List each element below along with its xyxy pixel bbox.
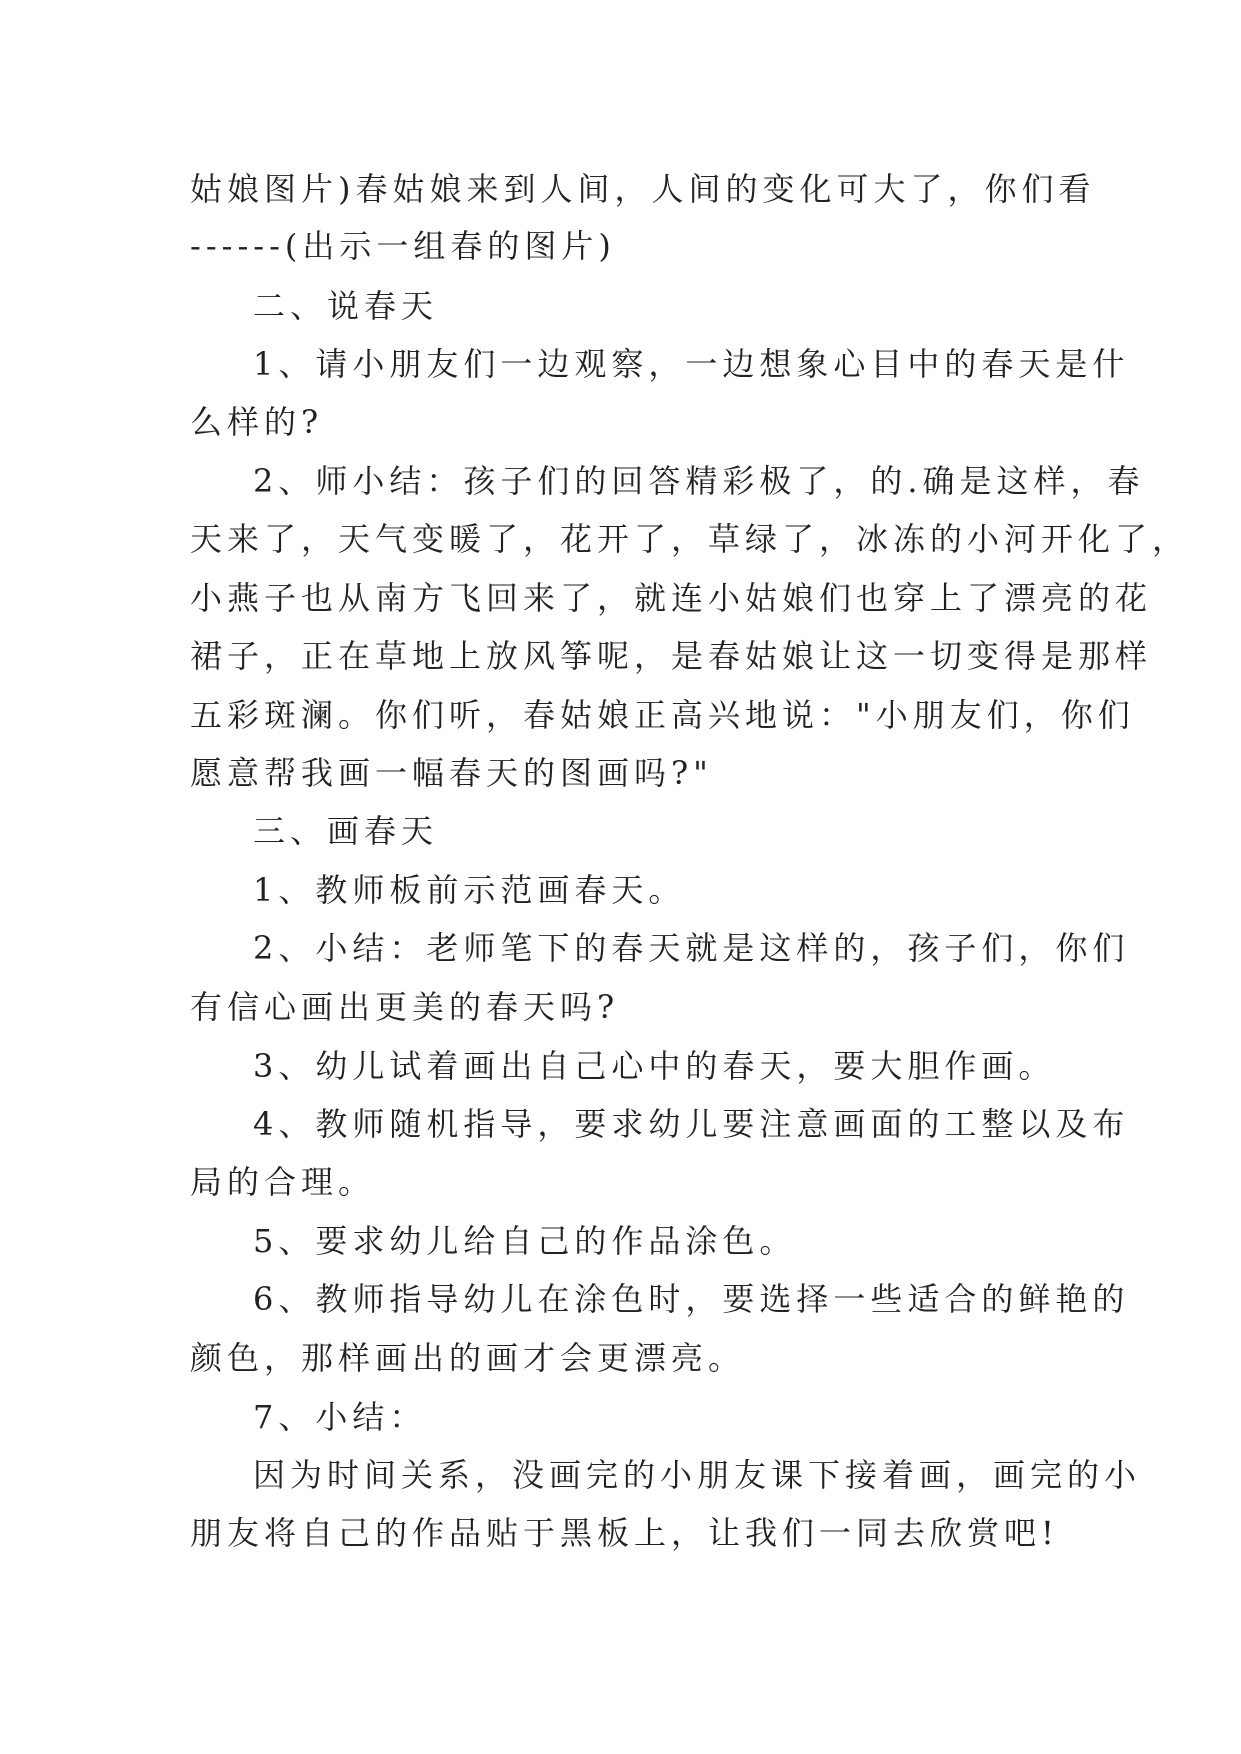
- text-line: 局的合理。: [190, 1163, 376, 1201]
- list-item: 5、要求幼儿给自己的作品涂色。: [253, 1222, 797, 1260]
- text-line: ------(出示一组春的图片): [190, 227, 616, 265]
- text-line: 颜色，那样画出的画才会更漂亮。: [190, 1339, 746, 1377]
- paragraph-line: 因为时间关系，没画完的小朋友课下接着画，画完的小: [253, 1456, 1142, 1494]
- section-heading: 三、画春天: [253, 812, 439, 850]
- text-line: 天来了，天气变暖了，花开了，草绿了，冰冻的小河开化了，: [190, 520, 1190, 558]
- list-item: 7、小结：: [253, 1398, 427, 1436]
- text-line: 朋友将自己的作品贴于黑板上，让我们一同去欣赏吧!: [190, 1514, 1059, 1552]
- list-item: 6、教师指导幼儿在涂色时，要选择一些适合的鲜艳的: [253, 1280, 1130, 1318]
- text-line: 五彩斑澜。你们听，春姑娘正高兴地说："小朋友们，你们: [190, 696, 1135, 734]
- text-line: 么样的?: [190, 403, 324, 441]
- list-item: 2、师小结：孩子们的回答精彩极了，的.确是这样，春: [253, 462, 1145, 500]
- list-item: 2、小结：老师笔下的春天就是这样的，孩子们，你们: [253, 929, 1130, 967]
- text-line: 愿意帮我画一幅春天的图画吗?": [190, 754, 713, 792]
- text-line: 裙子，正在草地上放风筝呢，是春姑娘让这一切变得是那样: [190, 637, 1153, 675]
- list-item: 1、教师板前示范画春天。: [253, 871, 686, 909]
- text-line: 姑娘图片)春姑娘来到人间，人间的变化可大了，你们看: [190, 170, 1096, 208]
- section-heading: 二、说春天: [253, 287, 439, 325]
- text-line: 有信心画出更美的春天吗?: [190, 988, 620, 1026]
- text-line: 小燕子也从南方飞回来了，就连小姑娘们也穿上了漂亮的花: [190, 579, 1153, 617]
- list-item: 1、请小朋友们一边观察，一边想象心目中的春天是什: [253, 345, 1130, 383]
- list-item: 4、教师随机指导，要求幼儿要注意画面的工整以及布: [253, 1105, 1130, 1143]
- list-item: 3、幼儿试着画出自己心中的春天，要大胆作画。: [253, 1047, 1056, 1085]
